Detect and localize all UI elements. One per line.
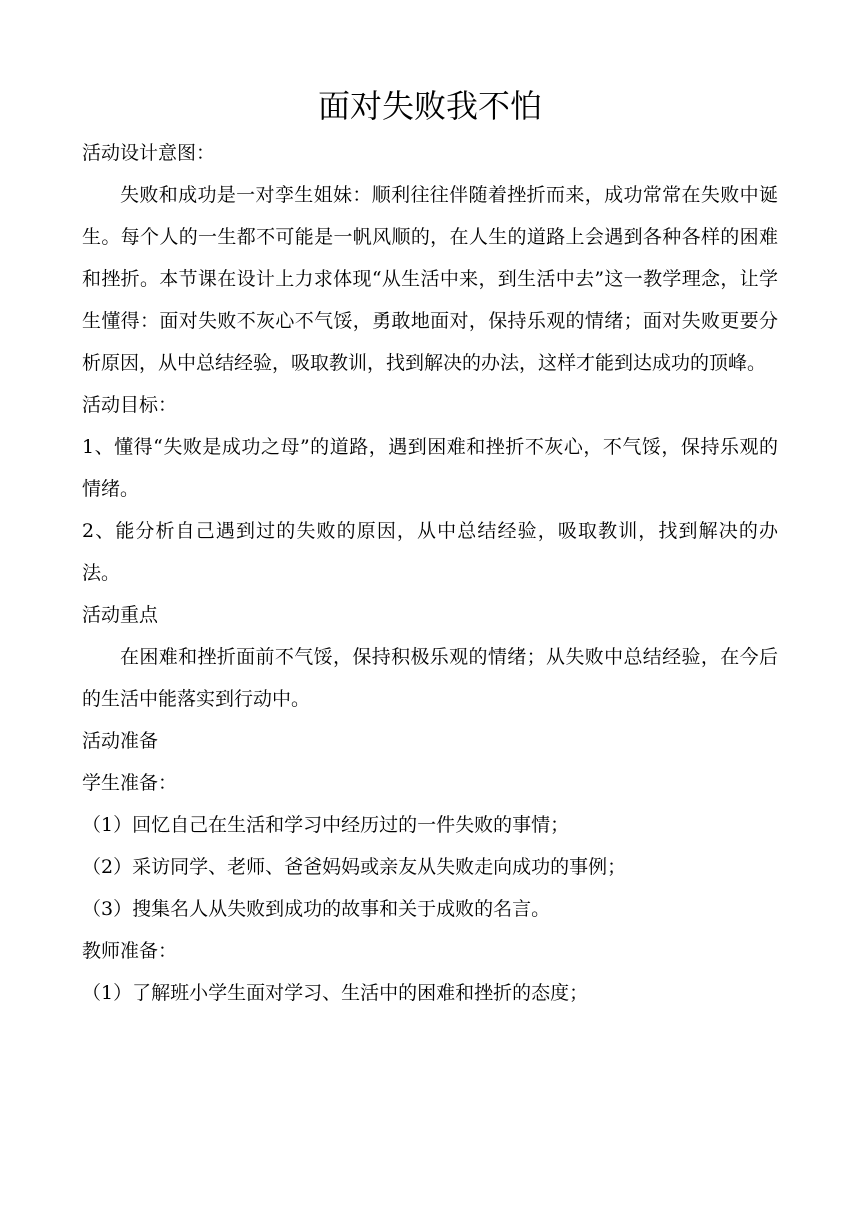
- goals-heading: 活动目标：: [82, 394, 178, 416]
- prep-heading: 活动准备: [82, 730, 159, 752]
- focus-heading: 活动重点: [82, 604, 159, 626]
- teacher-prep-item: （1）了解班小学生面对学习、生活中的困难和挫折的态度；: [82, 982, 589, 1004]
- student-prep-item: （2）采访同学、老师、爸爸妈妈或亲友从失败走向成功的事例；: [82, 856, 627, 878]
- intent-heading: 活动设计意图：: [82, 142, 216, 164]
- document-page: [82, 84, 778, 1014]
- goal-item-1: 1、懂得“失败是成功之母”的道路，遇到困难和挫折不灰心，不气馁，保持乐观的情绪。: [82, 436, 778, 500]
- document-title: 面对失败我不怕: [317, 87, 542, 125]
- student-prep-item: （3）搜集名人从失败到成功的故事和关于成败的名言。: [82, 898, 551, 920]
- intent-paragraph: 失败和成功是一对孪生姐妹：顺利往往伴随着挫折而来，成功常常在失败中诞生。每个人的一生都不可能是一帆风顺的，在人生的道路上会遇到各种各样的困难和挫折。本节课在设计上力求体现“从生活中来，到生活中去”这一教学理念，让学生懂得：面对失败不灰心不气馁，勇敢地面对，保持乐观的情绪；面对失败更要分析原因，从中总结经验，吸取教训，找到解决的办法，这样才能到达成功的顶峰。: [82, 184, 778, 374]
- goal-item-2: 2、能分析自己遇到过的失败的原因，从中总结经验，吸取教训，找到解决的办法。: [82, 520, 778, 584]
- student-prep-item: （1）回忆自己在生活和学习中经历过的一件失败的事情；: [82, 814, 570, 836]
- focus-paragraph: 在困难和挫折面前不气馁，保持积极乐观的情绪；从失败中总结经验，在今后的生活中能落实到行动中。: [82, 646, 778, 710]
- student-prep-heading: 学生准备：: [82, 772, 178, 794]
- teacher-prep-heading: 教师准备：: [82, 940, 178, 962]
